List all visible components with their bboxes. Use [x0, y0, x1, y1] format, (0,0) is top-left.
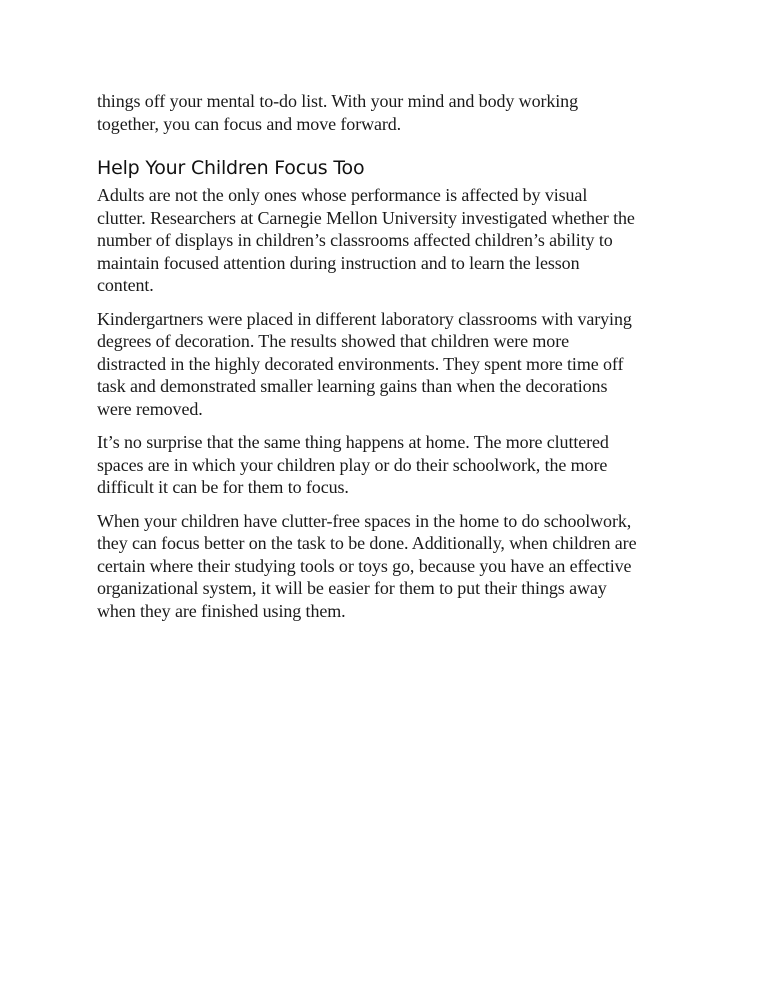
paragraph-clutter-free-spaces: When your children have clutter-free spaces in the home to do schoolwork, they can focus better on the task to be done. Additionally, when children are certain where their studying tools or toys go, because you have an effective organizational system, it will be easier for them to put their things away when they are finished using them.: [97, 510, 637, 621]
section-heading: Help Your Children Focus Too: [97, 157, 365, 179]
paragraph-home: It’s no surprise that the same thing happens at home. The more cluttered spaces are in which your children play or do their schoolwork, the more difficult it can be for them to focus.: [97, 432, 609, 497]
intro-paragraph: things off your mental to-do list. With your mind and body working together, you can focus and move forward.: [97, 91, 578, 134]
document-page: [97, 90, 687, 633]
paragraph-adults-clutter: Adults are not the only ones whose performance is affected by visual clutter. Researchers at Carnegie Mellon University investigated whether the number of displays in children’s classrooms affected children’s ability to maintain focused attention during instruction and to learn the lesson content.: [97, 185, 635, 295]
paragraph-kindergartners: Kindergartners were placed in different laboratory classrooms with varying degrees of decoration. The results showed that children were more distracted in the highly decorated environments. They spent more time off task and demonstrated smaller learning gains than when the decorations were removed.: [97, 308, 632, 419]
